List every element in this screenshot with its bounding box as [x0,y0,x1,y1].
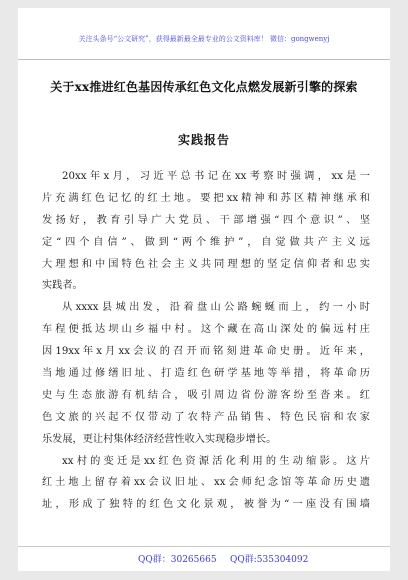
paragraph-line: 当地通过修缮旧址、打造红色研学基地等举措，将革命历 [42,368,370,380]
footer-qq-group-1: QQ群：30265665 [138,555,217,565]
header-banner [18,8,390,60]
paragraph-line: 实践者。 [42,280,83,292]
footer-bar [18,546,390,570]
paragraph-line: 因19xx年x月xx会议的召开而铭刻进革命史册。近年来， [42,346,370,358]
paragraph-line: 定“四个自信”、做到“两个维护”，自觉做共产主义远 [42,236,370,248]
paragraph-line: xx村的变迁是xx红色资源活化利用的生动缩影。这片 [62,455,370,467]
paragraph-line: 车程便抵达坝山乡福中村。这个藏在高山深处的偏远村庄 [42,324,370,336]
paragraph-line: 史与生态旅游有机结合，吸引周边省份游客纷至沓来。红 [42,389,370,401]
document-body [42,166,370,516]
paragraph-line: 址，形成了独特的红色文化景观，被誉为“一座没有围墙 [42,499,370,511]
banner-text: 关注头条号“公文研究”，获得最新最全最专业的公文资料库！ 微信：gongwenyj [78,35,330,43]
document-subtitle: 实践报告 [177,133,230,147]
document-page [18,8,390,571]
paragraph-line: 色文旅的兴起不仅带动了农特产品销售、特色民宿和农家 [42,411,370,423]
document-title: 关于xx推进红色基因传承红色文化点燃发展新引擎的探索 [50,80,358,94]
footer-qq-group-2: QQ群:535304092 [230,555,309,565]
paragraph-line: 乐发展，更让村集体经济经营性收入实现稳步增长。 [42,433,277,445]
paragraph-line: 从xxxx县城出发，沿着盘山公路蜿蜒而上，约一小时 [62,302,370,314]
paragraph-line: 20xx年x月，习近平总书记在xx考察时强调，xx是一 [62,171,370,182]
paragraph-line: 片充满红色记忆的红土地。要把xx精神和苏区精神继承和 [42,192,370,204]
paragraph-line: 红土地上留存着xx会议旧址、xx会师纪念馆等革命历史遗 [42,477,370,489]
paragraph-line: 发扬好，教育引导广大党员、干部增强“四个意识”、坚 [42,214,370,226]
paragraph-line: 大理想和中国特色社会主义共同理想的坚定信仰者和忠实 [42,258,370,270]
